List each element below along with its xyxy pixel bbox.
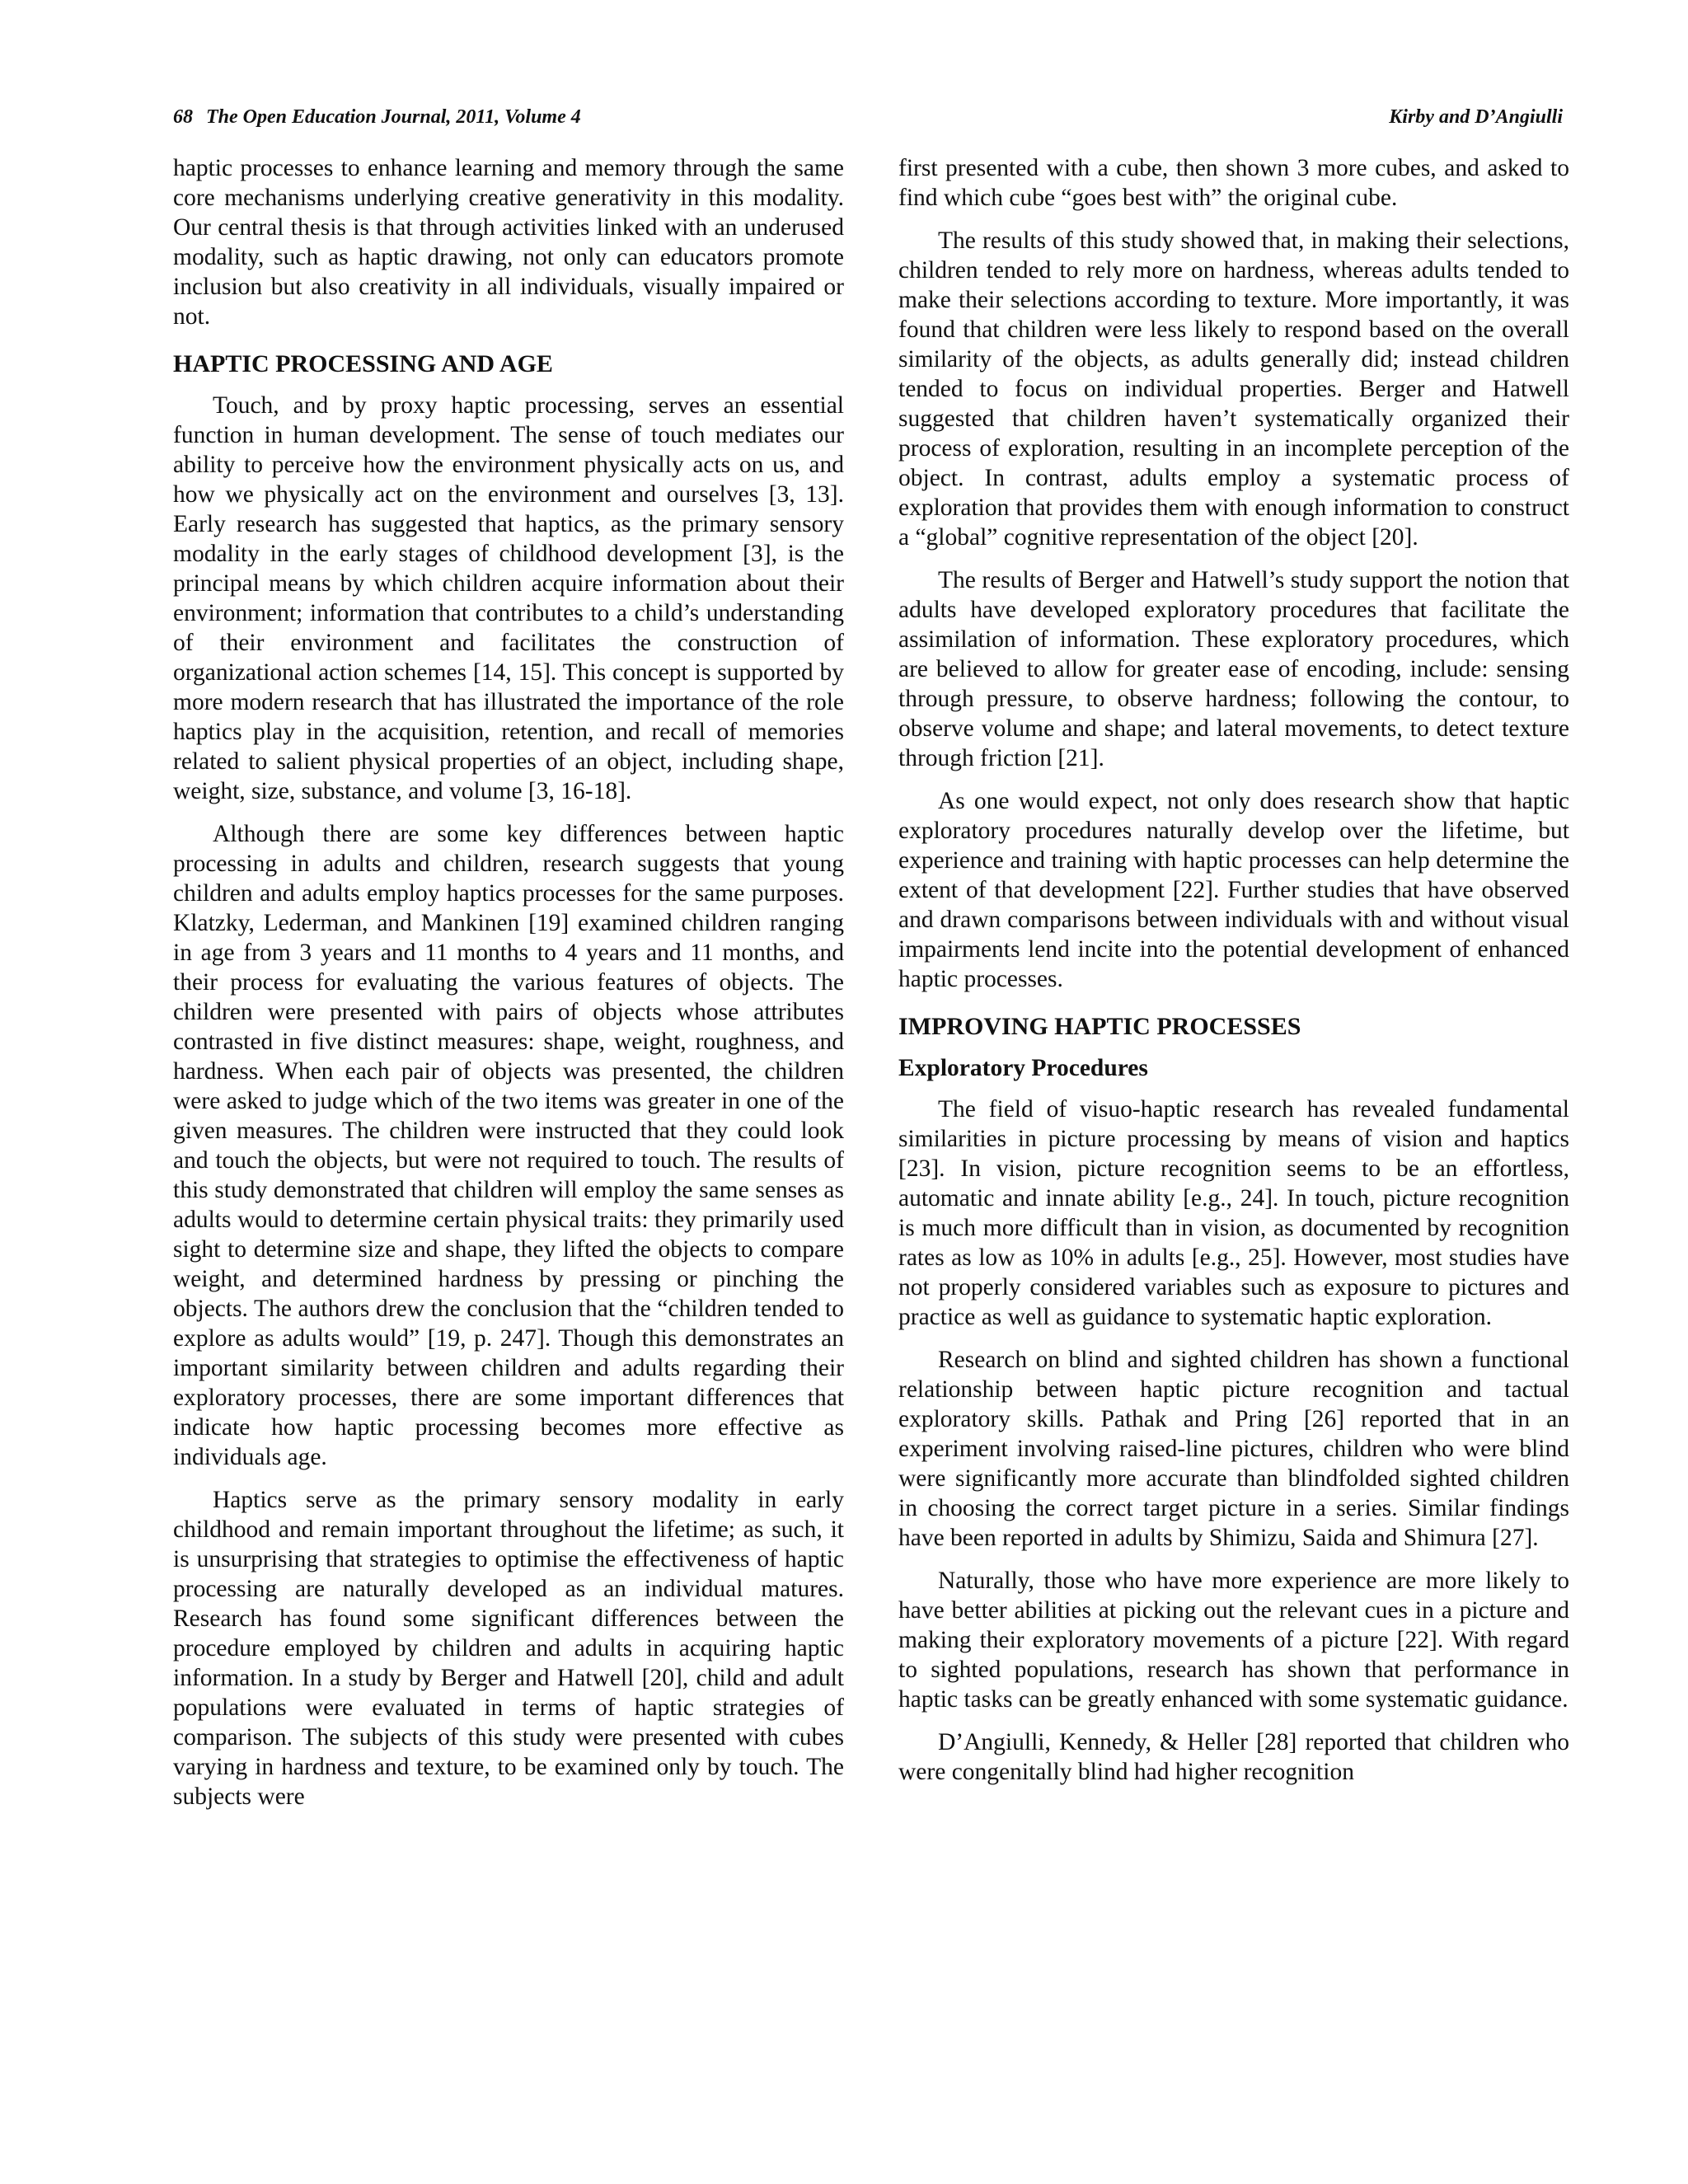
section-heading: IMPROVING HAPTIC PROCESSES	[898, 1013, 1301, 1040]
paragraph: Touch, and by proxy haptic processing, serves an essential function in human development. The sense of touch mediates our ability to perceive how the environment physically acts on us, and how we physically act on the environment and ourselves [3, 13]. Early research has suggested that haptics, as the primary sensory modality in the early stages of childhood development [3], is the principal means by which children acquire information about their environment; information that contributes to a child’s understanding of their environment and facilitates the construction of organizational action schemes [14, 15]. This concept is supported by more modern research that has illustrated the importance of the role haptics play in the acquisition, retention, and recall of memories related to salient physical properties of an object, including shape, weight, size, substance, and volume [3, 16-18].	[173, 392, 844, 804]
paragraph: Research on blind and sighted children has shown a functional relationship between haptic picture recognition and tactual exploratory skills. Pathak and Pring [26] reported that in an experiment involving raised-line pictures, children who were blind were significantly more accurate than blindfolded sighted children in choosing the correct target picture in a series. Similar findings have been reported in adults by Shimizu, Saida and Shimura [27].	[898, 1347, 1569, 1551]
paragraph: The results of Berger and Hatwell’s study support the notion that adults have developed exploratory procedures that facilitate the assimilation of information. These exploratory procedures, which are believed to allow for greater ease of encoding, include: sensing through pressure, to observe hardness; following the contour, to observe volume and shape; and lateral movements, to detect texture through friction [21].	[898, 567, 1569, 771]
paragraph: haptic processes to enhance learning and memory through the same core mechanisms underlying creative generativity in this modality. Our central thesis is that through activities linked with an underused modality, such as haptic drawing, not only can educators promote inclusion but also creativity in all individuals, visually impaired or not.	[173, 155, 844, 330]
paragraph: first presented with a cube, then shown 3 more cubes, and asked to find which cube “goes best with” the original cube.	[898, 155, 1569, 211]
paragraph: As one would expect, not only does research show that haptic exploratory procedures naturally develop over the lifetime, but experience and training with haptic processes can help determine the extent of that development [22]. Further studies that have observed and drawn comparisons between individuals with and without visual impairments lend incite into the potential development of enhanced haptic processes.	[898, 788, 1569, 992]
journal-title: The Open Education Journal, 2011, Volume 4	[206, 106, 581, 128]
right-column	[898, 153, 1569, 1800]
page-number: 68	[173, 106, 193, 128]
header-authors: Kirby and D’Angiulli	[1389, 106, 1563, 128]
paragraph: The results of this study showed that, in making their selections, children tended to rely more on hardness, whereas adults tended to make their selections according to texture. More importantly, it was found that children were less likely to respond based on the overall similarity of the objects, as adults generally did; instead children tended to focus on individual properties. Berger and Hatwell suggested that children haven’t systematically organized their process of exploration, resulting in an incomplete perception of the object. In contrast, adults employ a systematic process of exploration that provides them with enough information to construct a “global” cognitive representation of the object [20].	[898, 227, 1569, 551]
subsection-heading: Exploratory Procedures	[898, 1055, 1148, 1081]
left-column	[173, 153, 844, 1825]
section-heading: HAPTIC PROCESSING AND AGE	[173, 350, 553, 377]
paragraph: Naturally, those who have more experience are more likely to have better abilities at picking out the relevant cues in a picture and making their exploratory movements of a picture [22]. With regard to sighted populations, research has shown that performance in haptic tasks can be greatly enhanced with some systematic guidance.	[898, 1568, 1569, 1713]
paragraph: Haptics serve as the primary sensory modality in early childhood and remain important throughout the lifetime; as such, it is unsurprising that strategies to optimise the effectiveness of haptic processing are naturally developed as an individual matures. Research has found some significant differences between the procedure employed by children and adults in acquiring haptic information. In a study by Berger and Hatwell [20], child and adult populations were evaluated in terms of haptic strategies of comparison. The subjects of this study were presented with cubes varying in hardness and texture, to be examined only by touch. The subjects were	[173, 1487, 844, 1810]
running-header	[173, 101, 1563, 134]
paragraph: D’Angiulli, Kennedy, & Heller [28] reported that children who were congenitally blind had higher recognition	[898, 1729, 1569, 1785]
header-left	[173, 101, 581, 134]
paragraph: Although there are some key differences between haptic processing in adults and children, research suggests that young children and adults employ haptics processes for the same purposes. Klatzky, Lederman, and Mankinen [19] examined children ranging in age from 3 years and 11 months to 4 years and 11 months, and their process for evaluating the various features of objects. The children were presented with pairs of objects whose attributes contrasted in five distinct measures: shape, weight, roughness, and hardness. When each pair of objects was presented, the children were asked to judge which of the two items was greater in one of the given measures. The children were instructed that they could look and touch the objects, but were not required to touch. The results of this study demonstrated that children will employ the same senses as adults would to determine certain physical traits: they primarily used sight to determine size and shape, they lifted the objects to compare weight, and determined hardness by pressing or pinching the objects. The authors drew the conclusion that the “children tended to explore as adults would” [19, p. 247]. Though this demonstrates an important similarity between children and adults regarding their exploratory processes, there are some important differences that indicate how haptic processing becomes more effective as individuals age.	[173, 821, 844, 1470]
paragraph: The field of visuo-haptic research has revealed fundamental similarities in picture processing by means of vision and haptics [23]. In vision, picture recognition seems to be an effortless, automatic and innate ability [e.g., 24]. In touch, picture recognition is much more difficult than in vision, as documented by recognition rates as low as 10% in adults [e.g., 25]. However, most studies have not properly considered variables such as exposure to pictures and practice as well as guidance to systematic haptic exploration.	[898, 1096, 1569, 1330]
